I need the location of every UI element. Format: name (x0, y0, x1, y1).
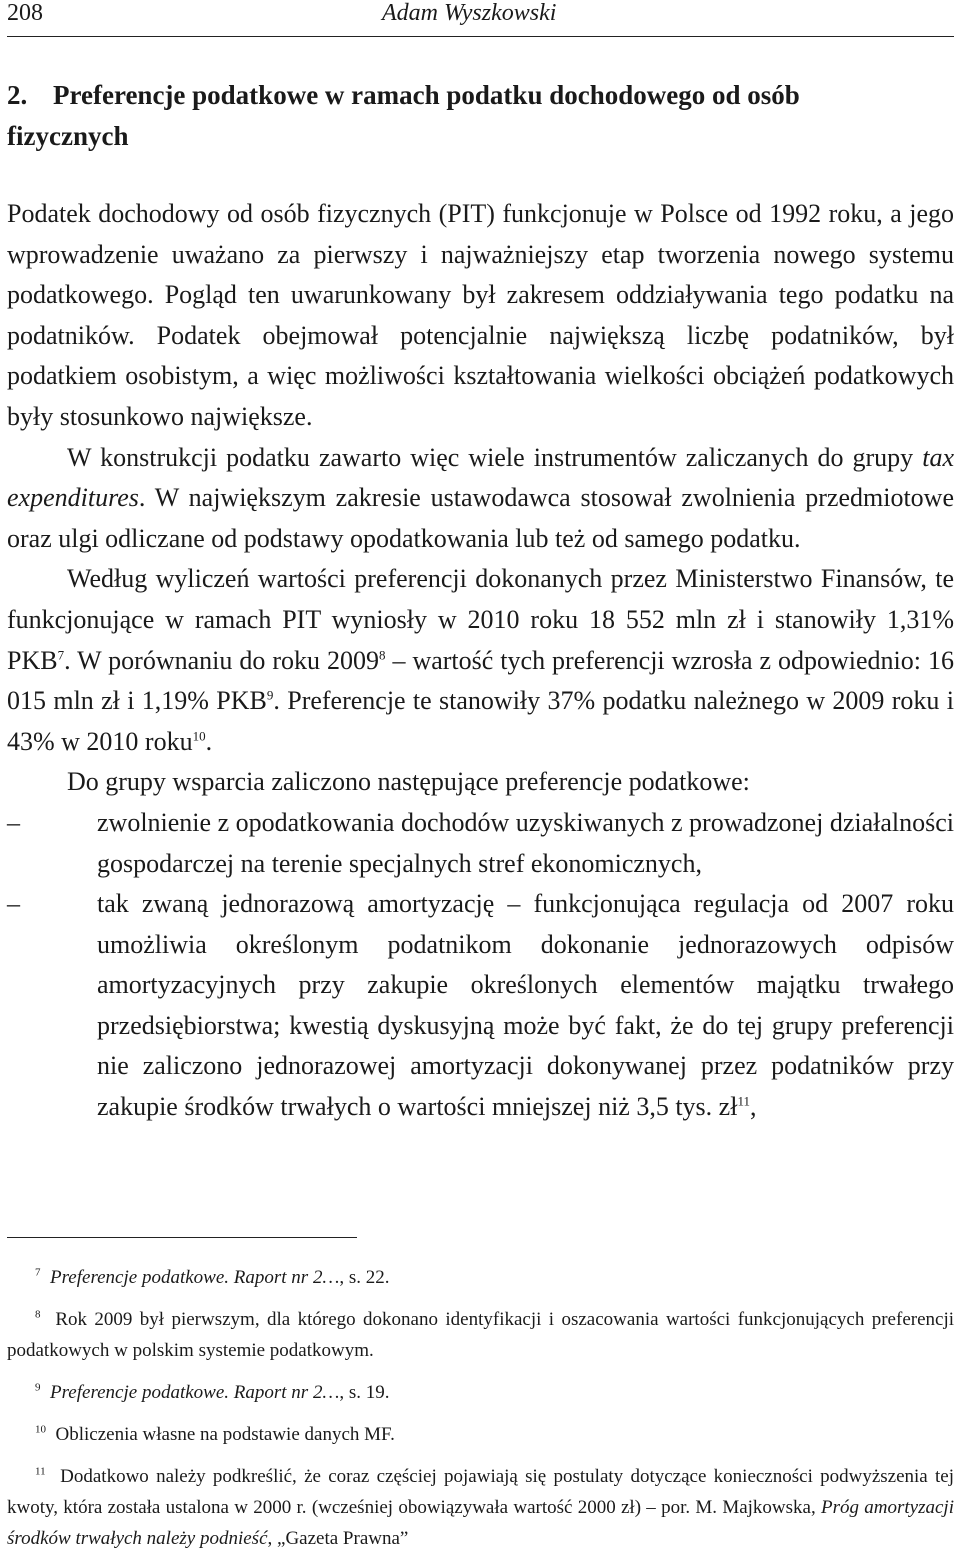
footnote-divider (7, 1237, 357, 1238)
list-dash: – (7, 889, 20, 919)
list-item (7, 803, 954, 884)
list-item-text: zwolnienie z opodatkowania dochodów uzyskiwanych z prowadzonej działalności gospodarczej na terenie specjalnych stref ekonomicznych, (97, 807, 954, 878)
footnote-text: Obliczenia własne na podstawie danych MF. (55, 1424, 395, 1445)
footnote-title: Próg amortyzacji środków trwałych należy podnieść (7, 1497, 954, 1549)
footnote-ref-8[interactable]: 8 (378, 646, 386, 662)
preferences-list (7, 803, 954, 1128)
body-text (7, 194, 954, 1128)
footnote-ref-10[interactable]: 10 (192, 728, 206, 744)
footnote-text: , s. 19. (339, 1382, 390, 1403)
footnote-number: 9 (35, 1381, 41, 1394)
list-item (7, 884, 954, 1128)
list-dash: – (7, 807, 20, 837)
paragraph-1-text: Podatek dochodowy od osób fizycznych (PIT) funkcjonuje w Polsce od 1992 roku, a jego wprowadzenie uważano za pierwszy i najważniejszy etap tworzenia nowego systemu podatkowego. Pogląd ten uwarunkowany był zakresem oddziaływania tego podatku na podatników. Podatek obejmował potencjalnie największą liczbę podatników, był podatkiem osobistym, a więc możliwości kształtowania wielkości obciążeń podatkowych były stosunkowo największe. (7, 199, 954, 431)
paragraph-1 (7, 194, 954, 438)
section-number: 2. (7, 80, 28, 110)
paragraph-3-text-c: – wartość tych preferencji wzrosła z odpowiednio: 16 015 mln zł i 1,19% PKB (7, 645, 954, 716)
footnote-number: 11 (35, 1465, 46, 1478)
footnote-ref-11[interactable]: 11 (737, 1093, 750, 1109)
footnote-11 (7, 1461, 954, 1554)
footnotes (7, 1262, 954, 1565)
footnote-text: , s. 22. (339, 1267, 390, 1288)
paragraph-2-text-cont: . W największym zakresie ustawodawca stosował zwolnienia przedmiotowe oraz ulgi odliczane od podstawy opodatkowania lub też od samego podatku. (7, 483, 954, 553)
footnote-number: 10 (35, 1423, 46, 1436)
footnote-number: 8 (35, 1308, 41, 1321)
paragraph-3-text-b: . W porównaniu do roku 2009 (64, 645, 379, 675)
footnote-8 (7, 1304, 954, 1366)
footnote-ref-9[interactable]: 9 (266, 687, 274, 703)
footnote-ref-7[interactable]: 7 (57, 646, 65, 662)
paragraph-2 (7, 438, 954, 560)
section-title: Preferencje podatkowe w ramach podatku dochodowego od osób fizycznych (7, 80, 800, 151)
paragraph-3-text-d: . Preferencje te stanowiły 37% podatku należnego w 2009 roku i 43% w 2010 roku (7, 686, 954, 756)
paragraph-3-text: Według wyliczeń wartości preferencji dokonanych przez Ministerstwo Finansów, te funkcjonujące w ramach PIT wyniosły w 2010 roku 18 552 mln zł i stanowiły 1,31% PKB (7, 564, 954, 675)
footnote-number: 7 (35, 1266, 41, 1279)
paragraph-4 (7, 762, 954, 803)
list-item-end: , (749, 1092, 757, 1122)
page-number: 208 (7, 0, 43, 26)
paragraph-3 (7, 559, 954, 762)
footnote-10 (7, 1419, 954, 1450)
running-header (7, 0, 954, 37)
footnote-text: Rok 2009 był pierwszym, dla którego dokonano identyfikacji i oszacowania wartości funkcjonujących preferencji podatkowych w polskim systemie podatkowym. (7, 1309, 954, 1361)
footnote-text: Dodatkowo należy podkreślić, że coraz częściej pojawiają się postulaty dotyczące konieczności podwyższenia tej kwoty, która została ustalona w 2000 r. (wcześniej obowiązywała wartość 2000 zł) – por. M. Majkowska, (7, 1466, 955, 1518)
paragraph-3-text-e: . (205, 726, 213, 756)
footnote-title: Preferencje podatkowe. Raport nr 2… (50, 1382, 340, 1403)
running-author: Adam Wyszkowski (382, 0, 557, 26)
footnote-7 (7, 1262, 954, 1293)
footnote-title: Preferencje podatkowe. Raport nr 2… (50, 1267, 340, 1288)
footnote-9 (7, 1377, 954, 1408)
section-heading (7, 75, 907, 157)
paragraph-2-term: tax expenditures (7, 442, 954, 513)
paragraph-4-text: Do grupy wsparcia zaliczono następujące preferencje podatkowe: (67, 767, 750, 797)
footnote-text-end: , „Gazeta Prawna” (267, 1528, 409, 1549)
list-item-text: tak zwaną jednorazową amortyzację – funkcjonująca regulacja od 2007 roku umożliwia określonym podatnikom dokonanie jednorazowych odpisów amortyzacyjnych przy zakupie określonych elementów majątku trwałego przedsiębiorstwa; kwestią dyskusyjną może być fakt, że do tej grupy preferencji nie zaliczono jednorazowej amortyzacji dokonywanej przez podatników przy zakupie środków trwałych o wartości mniejszej niż 3,5 tys. zł (97, 889, 954, 1122)
paragraph-2-text: W konstrukcji podatku zawarto więc wiele instrumentów zaliczanych do grupy (67, 442, 923, 472)
